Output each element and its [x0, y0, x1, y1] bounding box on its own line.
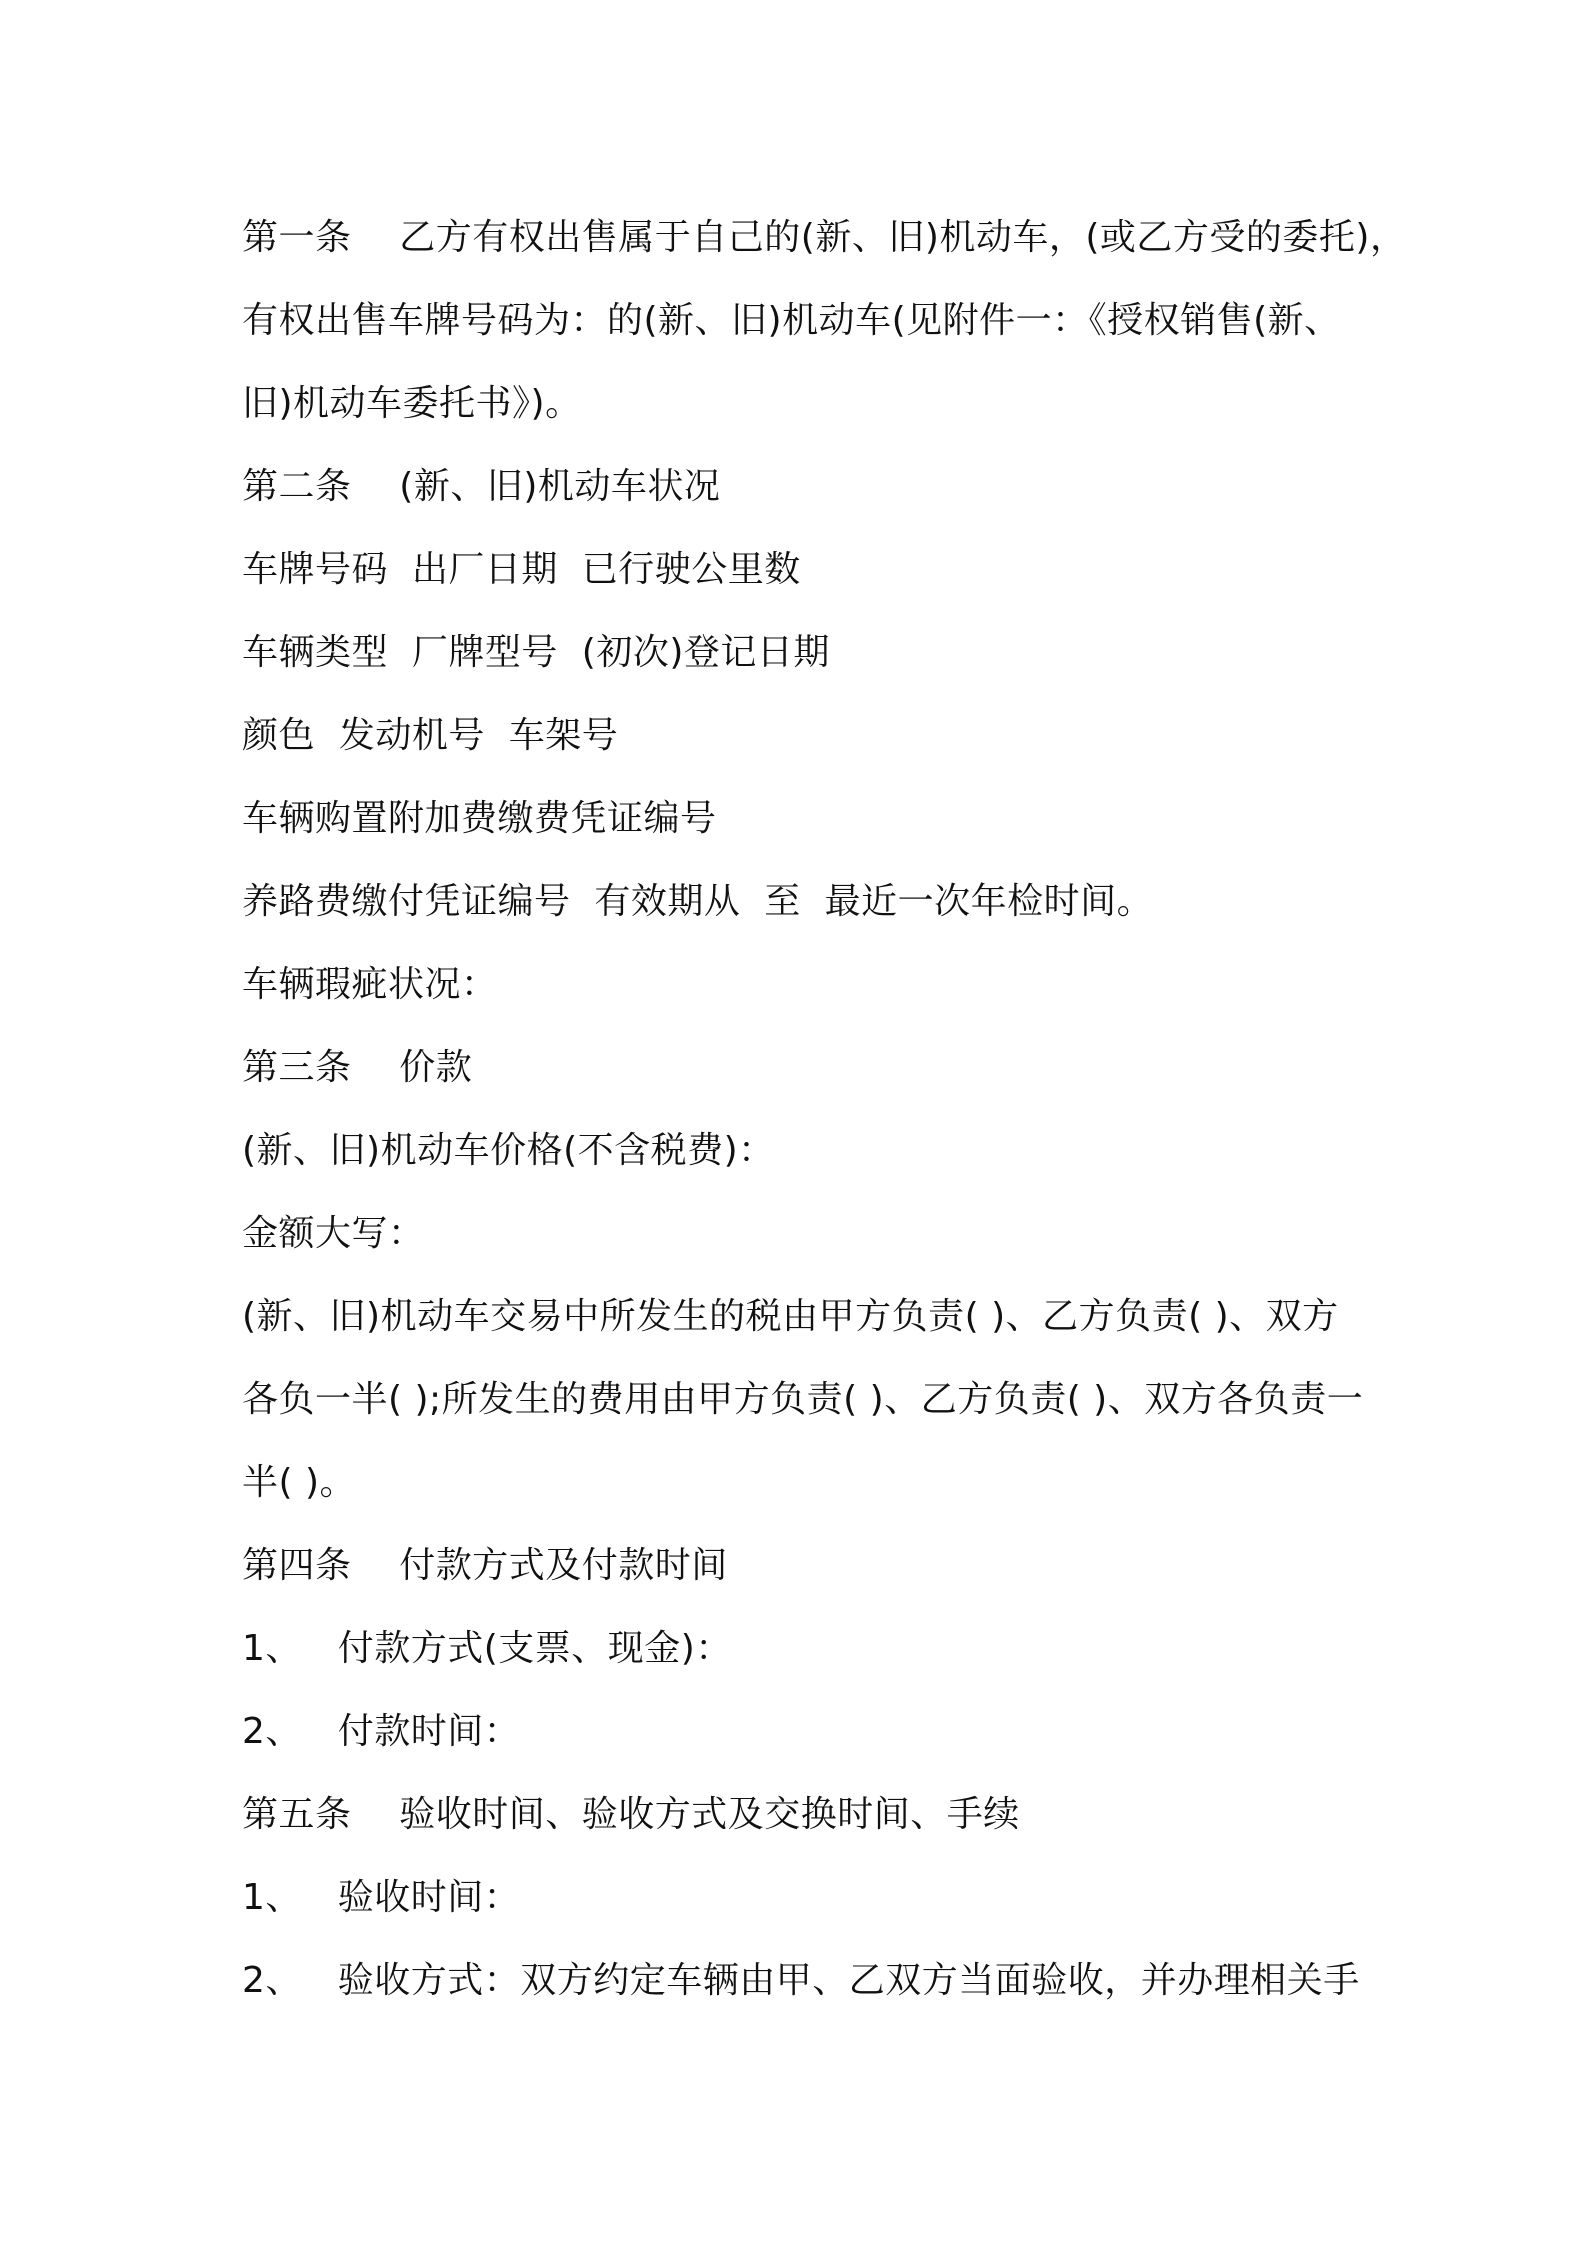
acceptance-time-item: 1、 验收时间：	[242, 1877, 521, 1918]
amount-in-words-line: 金额大写：	[242, 1213, 425, 1254]
vehicle-info-row-4: 车辆购置附加费缴费凭证编号	[242, 798, 717, 839]
payment-method-item: 1、 付款方式(支票、现金)：	[242, 1628, 732, 1669]
contract-body	[242, 196, 1407, 2022]
vehicle-info-row-2: 车辆类型 厂牌型号 (初次)登记日期	[242, 632, 830, 673]
payment-time-item: 2、 付款时间：	[242, 1711, 521, 1752]
tax-responsibility-line-3: 半( )。	[242, 1462, 357, 1503]
price-line: (新、旧)机动车价格(不含税费)：	[242, 1130, 775, 1171]
clause-1-line-1: 第一条 乙方有权出售属于自己的(新、旧)机动车，(或乙方受的委托)，	[242, 217, 1407, 258]
clause-5-heading: 第五条 验收时间、验收方式及交换时间、手续	[242, 1794, 1020, 1835]
tax-responsibility-line-2: 各负一半( );所发生的费用由甲方负责( )、乙方负责( )、双方各负责一	[242, 1379, 1364, 1420]
vehicle-info-row-3: 颜色 发动机号 车架号	[242, 715, 619, 756]
clause-3-heading: 第三条 价款	[242, 1047, 473, 1088]
vehicle-info-row-1: 车牌号码 出厂日期 已行驶公里数	[242, 549, 801, 590]
vehicle-defects-line: 车辆瑕疵状况：	[242, 964, 498, 1005]
acceptance-method-item: 2、 验收方式：双方约定车辆由甲、乙双方当面验收，并办理相关手	[242, 1960, 1360, 2001]
vehicle-info-row-5: 养路费缴付凭证编号 有效期从 至 最近一次年检时间。	[242, 881, 1154, 922]
clause-2-heading: 第二条 (新、旧)机动车状况	[242, 466, 721, 507]
clause-1-line-3: 旧)机动车委托书》)。	[242, 383, 582, 424]
clause-4-heading: 第四条 付款方式及付款时间	[242, 1545, 728, 1586]
clause-1-line-2: 有权出售车牌号码为：的(新、旧)机动车(见附件一：《授权销售(新、	[242, 300, 1341, 341]
tax-responsibility-line-1: (新、旧)机动车交易中所发生的税由甲方负责( )、乙方负责( )、双方	[242, 1296, 1339, 1337]
